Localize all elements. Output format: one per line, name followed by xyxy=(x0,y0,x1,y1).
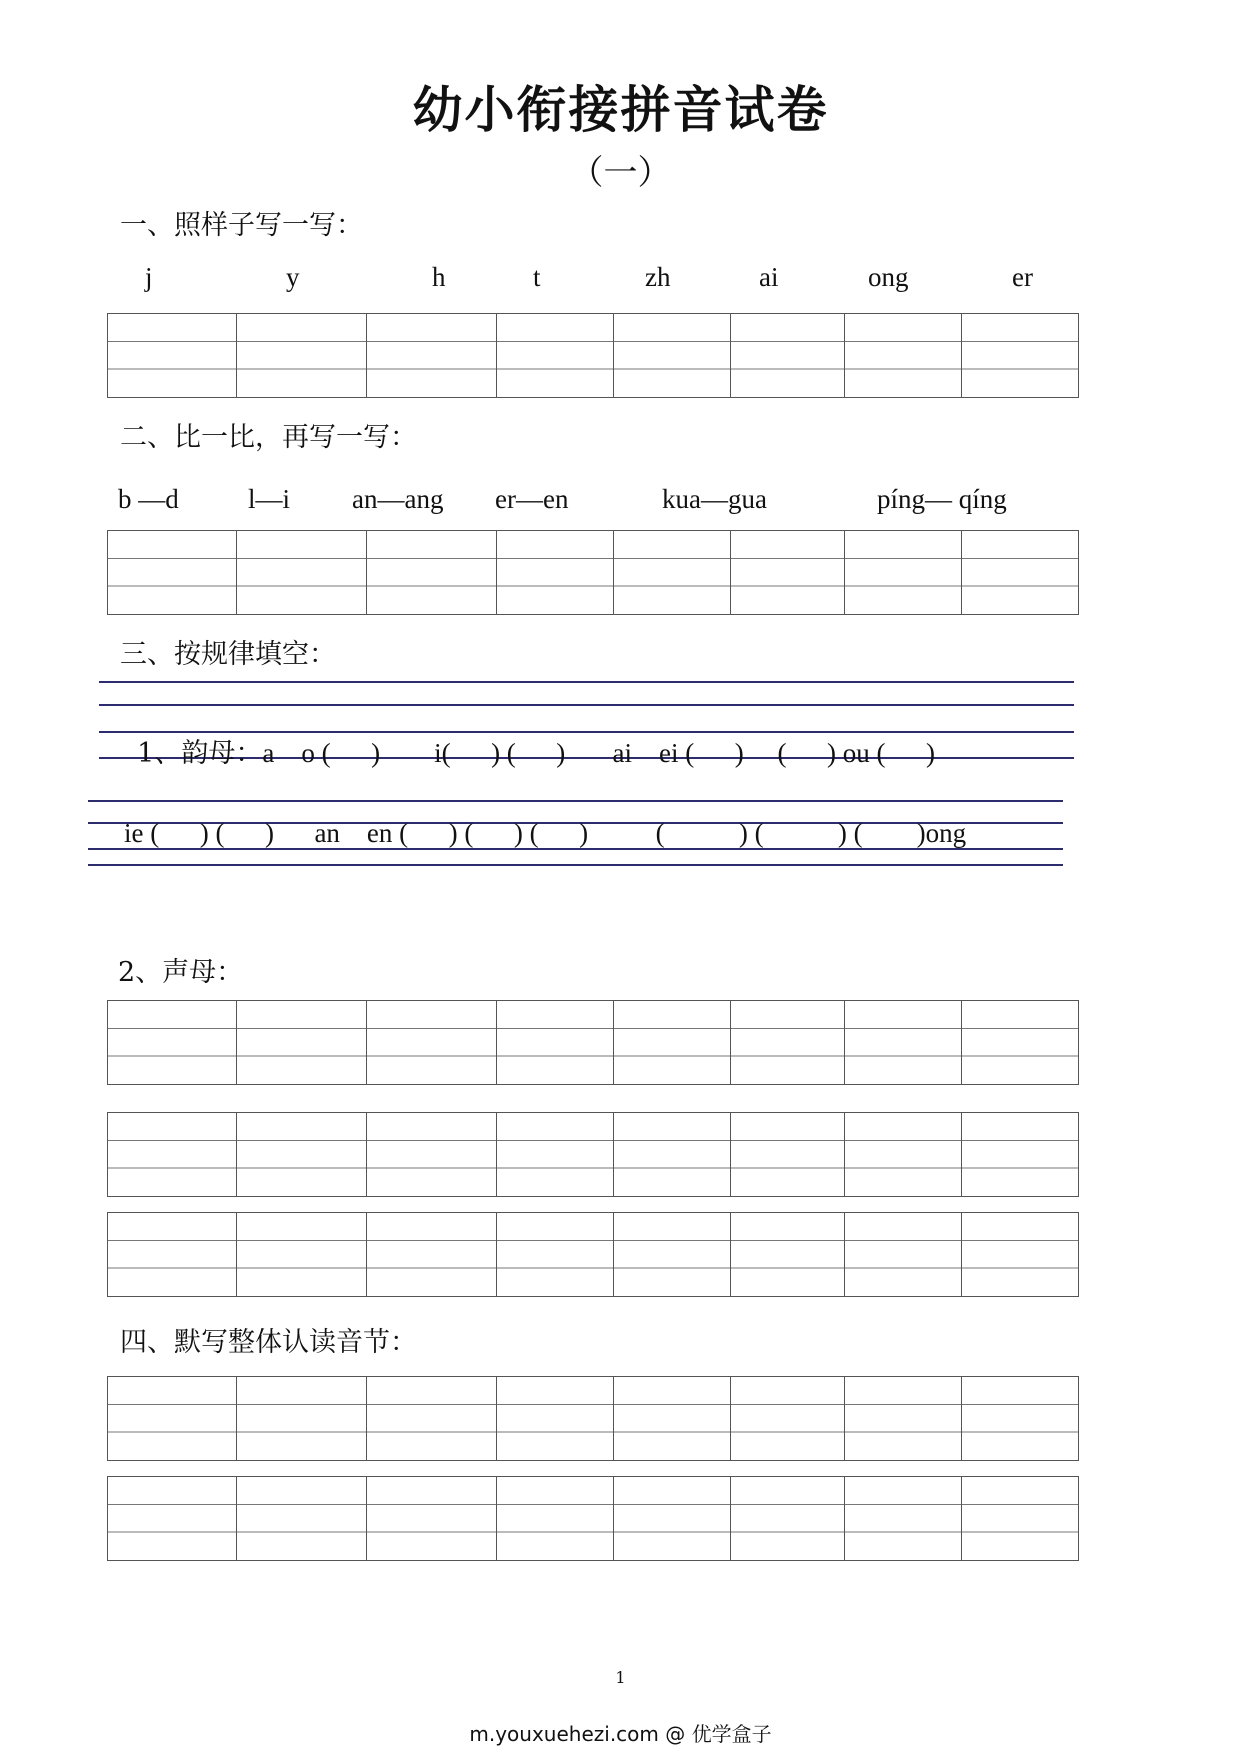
section1-item-er: er xyxy=(1012,262,1033,292)
section2-pair-b-d: b —d xyxy=(118,484,179,514)
grid-cell[interactable] xyxy=(614,1001,731,1084)
grid-cell[interactable] xyxy=(237,1377,367,1460)
page-title: 幼小衔接拼音试卷 xyxy=(412,80,829,139)
grid-cell[interactable] xyxy=(497,1113,614,1196)
vowel-fill-row-1 xyxy=(120,700,935,770)
section1-item-ai: ai xyxy=(759,262,779,292)
grid-cell[interactable] xyxy=(731,1001,845,1084)
grid-cell[interactable] xyxy=(845,1113,962,1196)
grid-cell[interactable] xyxy=(962,531,1078,614)
grid-cell[interactable] xyxy=(845,1477,962,1560)
grid-cell[interactable] xyxy=(497,1213,614,1296)
page-subtitle: （一） xyxy=(569,153,672,193)
footer-watermark[interactable]: m.youxuehezi.com @ 优学盒子 xyxy=(469,1722,772,1746)
grid-cell[interactable] xyxy=(497,531,614,614)
pinyin-line xyxy=(88,800,1063,802)
section2-pair-er-en: er—en xyxy=(495,484,569,514)
grid-cell[interactable] xyxy=(497,1477,614,1560)
grid-cell[interactable] xyxy=(108,1113,237,1196)
section2-pair-ping-qing: píng— qíng xyxy=(877,484,1007,514)
grid-cell[interactable] xyxy=(237,1113,367,1196)
grid-cell[interactable] xyxy=(731,1477,845,1560)
grid-cell[interactable] xyxy=(497,1377,614,1460)
grid-cell[interactable] xyxy=(108,1001,237,1084)
grid-cell[interactable] xyxy=(367,314,497,397)
section1-item-y: y xyxy=(286,262,300,292)
writing-grid-1[interactable] xyxy=(107,313,1079,398)
section1-heading: 一、照样子写一写： xyxy=(120,210,363,241)
grid-cell[interactable] xyxy=(237,1477,367,1560)
grid-cell[interactable] xyxy=(108,1213,237,1296)
grid-cell[interactable] xyxy=(962,1113,1078,1196)
grid-cell[interactable] xyxy=(845,1001,962,1084)
writing-grid-3[interactable] xyxy=(107,1000,1079,1085)
grid-cell[interactable] xyxy=(108,531,237,614)
section1-item-zh: zh xyxy=(645,262,671,292)
grid-cell[interactable] xyxy=(367,1213,497,1296)
vowel-sequence-2[interactable]: ie ( ) ( ) an en ( ) ( ) ( ) ( ) ( ) ( )ong xyxy=(124,818,967,848)
writing-grid-6[interactable] xyxy=(107,1376,1079,1461)
grid-cell[interactable] xyxy=(845,314,962,397)
section2-pair-l-i: l—i xyxy=(248,484,291,514)
grid-cell[interactable] xyxy=(962,314,1078,397)
section1-item-ong: ong xyxy=(868,262,909,292)
grid-cell[interactable] xyxy=(367,1477,497,1560)
grid-cell[interactable] xyxy=(845,531,962,614)
grid-cell[interactable] xyxy=(367,1377,497,1460)
grid-cell[interactable] xyxy=(845,1377,962,1460)
grid-cell[interactable] xyxy=(614,1377,731,1460)
grid-cell[interactable] xyxy=(108,314,237,397)
writing-grid-7[interactable] xyxy=(107,1476,1079,1561)
grid-cell[interactable] xyxy=(614,1213,731,1296)
vowel-sequence-1[interactable]: a o ( ) i( ) ( ) ai ei ( ) ( ) ou ( ) xyxy=(262,738,935,768)
grid-cell[interactable] xyxy=(731,1377,845,1460)
grid-cell[interactable] xyxy=(731,531,845,614)
grid-cell[interactable] xyxy=(367,1113,497,1196)
grid-cell[interactable] xyxy=(237,314,367,397)
grid-cell[interactable] xyxy=(731,1213,845,1296)
grid-cell[interactable] xyxy=(731,314,845,397)
section2-pair-kua-gua: kua—gua xyxy=(662,484,767,514)
consonant-heading: 2、声母： xyxy=(118,957,244,988)
section3-heading: 三、按规律填空： xyxy=(120,639,336,670)
writing-grid-2[interactable] xyxy=(107,530,1079,615)
grid-cell[interactable] xyxy=(108,1477,237,1560)
grid-cell[interactable] xyxy=(237,1213,367,1296)
writing-grid-5[interactable] xyxy=(107,1212,1079,1297)
vowel-label: 1、韵母： xyxy=(137,738,263,769)
section2-pair-an-ang: an—ang xyxy=(352,484,444,514)
grid-cell[interactable] xyxy=(962,1001,1078,1084)
writing-grid-4[interactable] xyxy=(107,1112,1079,1197)
grid-cell[interactable] xyxy=(497,1001,614,1084)
grid-cell[interactable] xyxy=(731,1113,845,1196)
grid-cell[interactable] xyxy=(614,1113,731,1196)
grid-cell[interactable] xyxy=(367,1001,497,1084)
grid-cell[interactable] xyxy=(962,1477,1078,1560)
section1-item-j: j xyxy=(145,262,153,292)
section1-item-t: t xyxy=(533,262,541,292)
section1-item-h: h xyxy=(432,262,446,292)
grid-cell[interactable] xyxy=(237,531,367,614)
grid-cell[interactable] xyxy=(367,531,497,614)
grid-cell[interactable] xyxy=(962,1377,1078,1460)
page-number: 1 xyxy=(615,1668,626,1687)
grid-cell[interactable] xyxy=(614,1477,731,1560)
grid-cell[interactable] xyxy=(497,314,614,397)
pinyin-line xyxy=(99,681,1074,683)
grid-cell[interactable] xyxy=(845,1213,962,1296)
grid-cell[interactable] xyxy=(614,531,731,614)
grid-cell[interactable] xyxy=(237,1001,367,1084)
section4-heading: 四、默写整体认读音节： xyxy=(120,1327,417,1358)
grid-cell[interactable] xyxy=(614,314,731,397)
section2-heading: 二、比一比，再写一写： xyxy=(120,422,417,453)
grid-cell[interactable] xyxy=(962,1213,1078,1296)
pinyin-line xyxy=(88,864,1063,866)
grid-cell[interactable] xyxy=(108,1377,237,1460)
